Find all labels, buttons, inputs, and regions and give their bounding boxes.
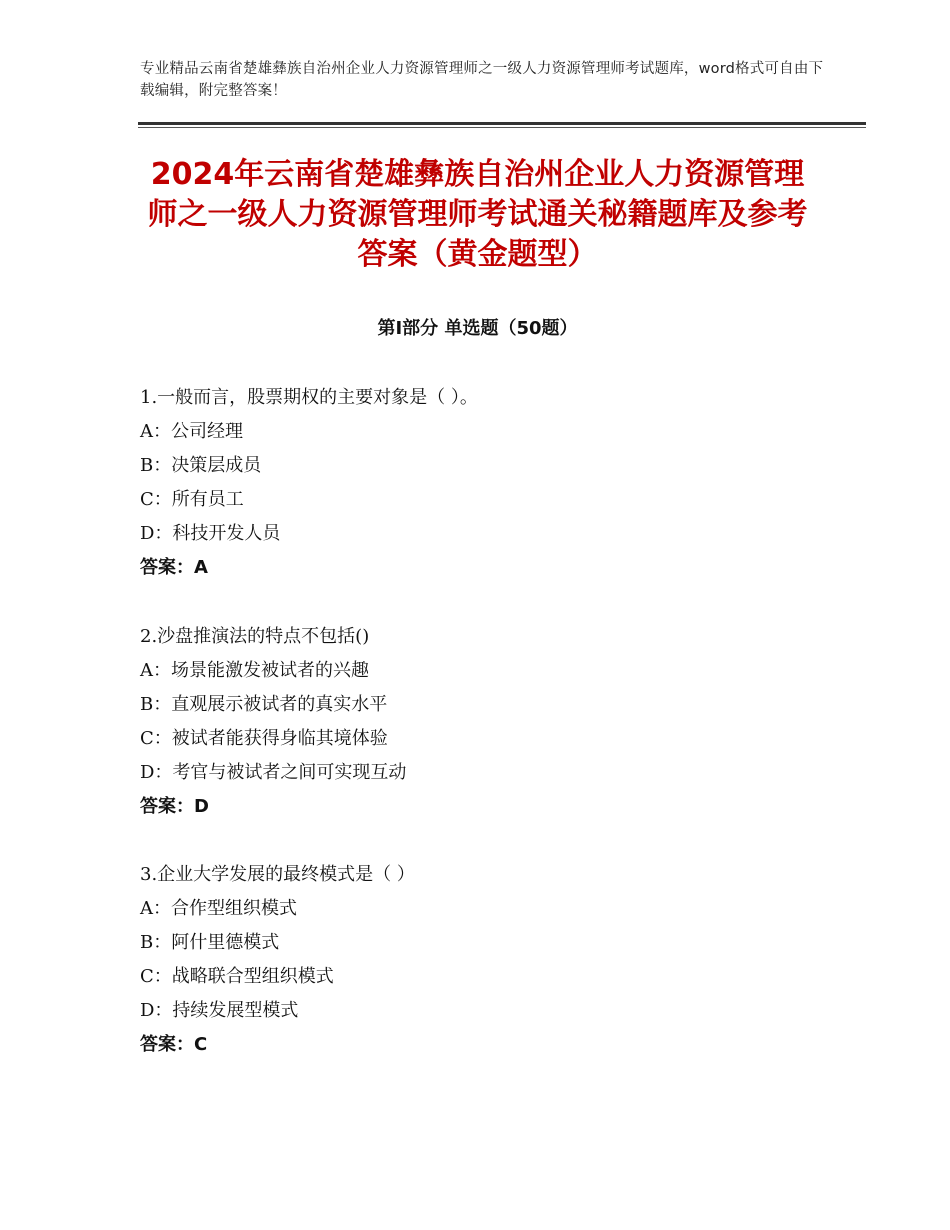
question-block [140,858,840,1062]
question-stem: 2.沙盘推演法的特点不包括() [140,626,370,647]
option-a: A：合作型组织模式 [140,898,297,919]
option-b: B：阿什里德模式 [140,932,280,953]
option-b: B：直观展示被试者的真实水平 [140,694,388,715]
option-d: D：科技开发人员 [140,523,281,544]
answer-label: 答案：D [140,796,209,817]
document-title: 2024年云南省楚雄彝族自治州企业人力资源管理师之一级人力资源管理师考试通关秘籍题库及参考答案（黄金题型） [147,157,808,272]
header-divider-thick [138,122,866,125]
question-stem: 3.企业大学发展的最终模式是（ ） [140,864,415,885]
option-d: D：考官与被试者之间可实现互动 [140,762,407,783]
option-a: A：场景能激发被试者的兴趣 [140,660,369,681]
question-stem: 1.一般而言，股票期权的主要对象是（ ）。 [140,387,478,408]
answer-label: 答案：A [140,557,208,578]
option-c: C：战略联合型组织模式 [140,966,334,987]
option-b: B：决策层成员 [140,455,262,476]
answer-label: 答案：C [140,1034,208,1055]
option-a: A：公司经理 [140,421,243,442]
section-heading: 第Ⅰ部分 单选题（50题） [377,318,578,339]
option-c: C：被试者能获得身临其境体验 [140,728,388,749]
option-d: D：持续发展型模式 [140,1000,299,1021]
header-note: 专业精品云南省楚雄彝族自治州企业人力资源管理师之一级人力资源管理师考试题库，word格式可自由下载编辑，附完整答案！ [140,61,824,99]
question-block [140,620,840,824]
question-block [140,381,840,585]
option-c: C：所有员工 [140,489,244,510]
header-divider-thin [138,127,866,128]
